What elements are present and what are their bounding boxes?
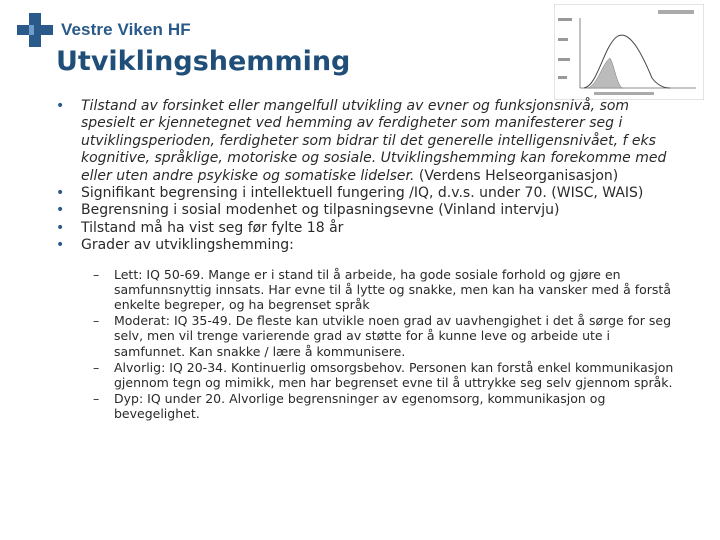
bullet-marker: • bbox=[56, 219, 65, 236]
dash-marker: – bbox=[93, 313, 100, 329]
bullet-definition bbox=[56, 98, 676, 185]
bullet-marker: • bbox=[56, 237, 65, 254]
bullet-text: Begrensning i sosial modenhet og tilpasningsevne (Vinland intervju) bbox=[81, 202, 560, 219]
sub-item-text: Moderat: IQ 35-49. De fleste kan utvikle noen grad av uavhengighet i det å sørge for seg selv, men vil trenge varierende grad av støtte for å kunne leve og arbeide ute i samfunnet. Kan snakke / lære å kommunisere. bbox=[114, 313, 672, 359]
bullet-marker: • bbox=[56, 98, 65, 114]
sub-item-mild bbox=[81, 267, 676, 313]
bullet-marker: • bbox=[56, 185, 65, 202]
bullet-age-criterion bbox=[56, 220, 676, 237]
bullet-iq-limitation bbox=[56, 185, 676, 202]
dash-marker: – bbox=[93, 359, 100, 375]
sub-item-moderate bbox=[81, 313, 676, 359]
page-title: Utviklingshemming bbox=[56, 46, 351, 77]
dash-marker: – bbox=[93, 266, 100, 282]
sub-item-severe bbox=[81, 360, 676, 390]
definition-source: (Verdens Helseorganisasjon) bbox=[414, 167, 619, 184]
sub-item-profound bbox=[81, 391, 676, 421]
bullet-text: Signifikant begrensing i intellektuell fungering /IQ, d.v.s. under 70. (WISC, WAIS) bbox=[81, 185, 644, 202]
definition-text: Tilstand av forsinket eller mangelfull utvikling av evner og funksjonsnivå, som spesielt er kjennetegnet ved hemming av ferdigheter som manifesterer seg i utviklingsperioden, ferdigheter som bidrar til det generelle intelligensnivået, f eks kognitive, språklige, motoriske og sosiale. Utviklingshemming kan forekomme med eller uten andre psykiske og somatiske lidelser. bbox=[81, 98, 667, 184]
chart-thumbnail-image bbox=[554, 4, 704, 100]
logo-text: Vestre Viken HF bbox=[61, 20, 191, 39]
degrees-sub-list bbox=[81, 267, 676, 422]
bullet-text: Grader av utviklingshemming: bbox=[81, 237, 294, 254]
main-bullet-list bbox=[56, 98, 676, 423]
vestre-viken-logo bbox=[17, 13, 191, 47]
bullet-marker: • bbox=[56, 202, 65, 219]
cross-logo-icon bbox=[17, 13, 53, 47]
bullet-degrees bbox=[56, 237, 676, 421]
sub-item-text: Alvorlig: IQ 20-34. Kontinuerlig omsorgsbehov. Personen kan forstå enkel kommunikasjon gjennom tegn og mimikk, men har begrenset evne til å uttrykke seg selv gjennom språk. bbox=[114, 359, 674, 391]
sub-item-text: Dyp: IQ under 20. Alvorlige begrensninger av egenomsorg, kommunikasjon og bevegelighet. bbox=[114, 391, 606, 422]
bullet-text: Tilstand må ha vist seg før fylte 18 år bbox=[81, 219, 344, 236]
sub-item-text: Lett: IQ 50-69. Mange er i stand til å arbeide, ha gode sosiale forhold og gjøre en samfunnsnyttig innsats. Har evne til å lytte og snakke, men kan ha vansker med å forstå enkelte begreper, og ha begrenset språk bbox=[114, 266, 671, 313]
bullet-social-maturity bbox=[56, 202, 676, 219]
dash-marker: – bbox=[93, 391, 100, 407]
